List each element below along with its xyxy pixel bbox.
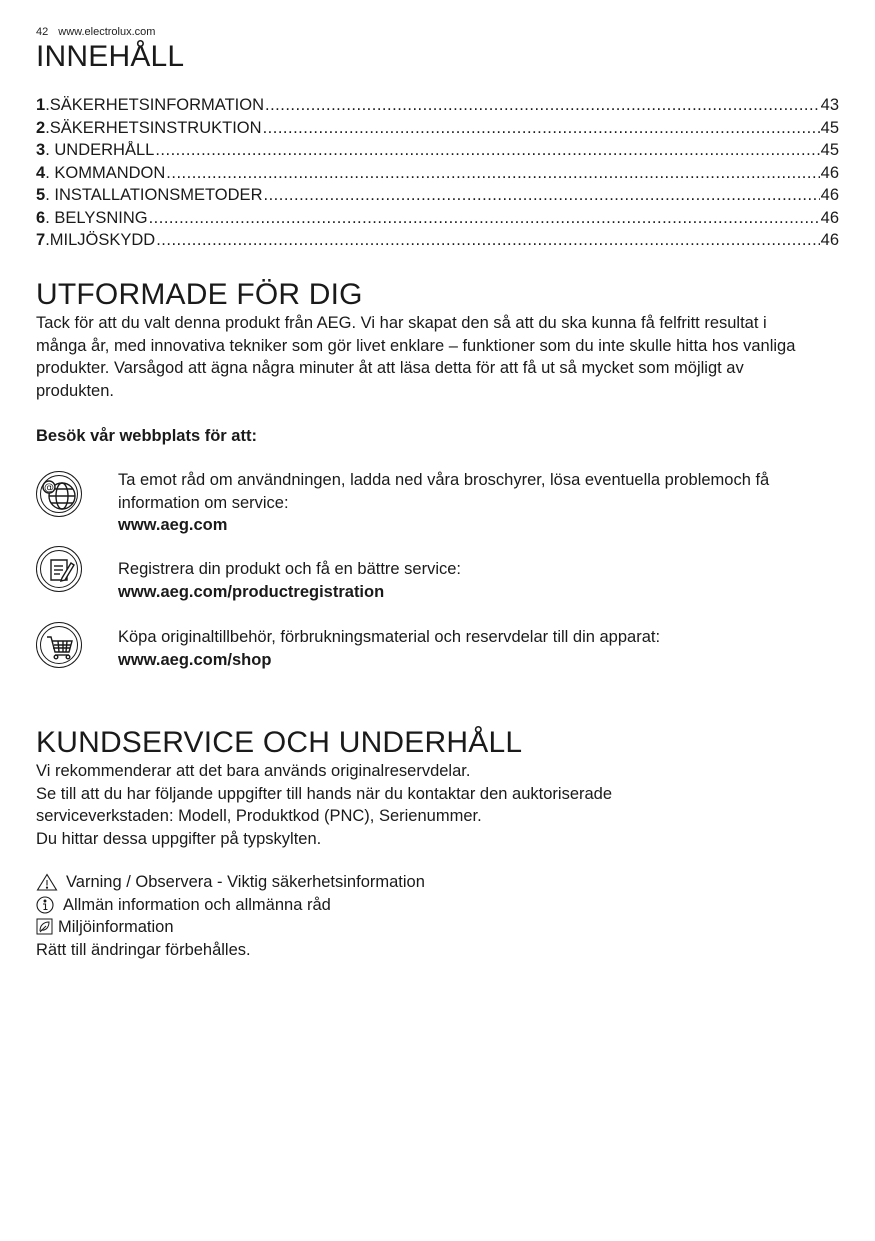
toc-item-3[interactable] xyxy=(36,141,839,164)
section-title-service: KUNDSERVICE OCH UNDERHÅLL xyxy=(36,726,523,759)
legend-warning-text: Varning / Observera - Viktig säkerhetsinformation xyxy=(66,873,425,891)
service-paragraph xyxy=(36,760,736,850)
shop-link[interactable]: www.aeg.com/shop xyxy=(118,650,272,669)
toc-label: SÄKERHETSINSTRUKTION xyxy=(49,118,262,137)
toc-label: INSTALLATIONSMETODER xyxy=(54,186,263,204)
toc-label: UNDERHÅLL xyxy=(54,141,155,159)
globe-at-icon xyxy=(36,471,82,517)
toc-page: 45 xyxy=(820,118,839,137)
toc-leader-dots xyxy=(155,141,819,160)
toc-page: 46 xyxy=(820,186,839,204)
warning-triangle-icon xyxy=(36,873,58,891)
symbol-legend xyxy=(36,871,425,961)
page-header xyxy=(36,26,155,38)
toc-separator: . xyxy=(45,163,55,182)
intro-paragraph: Tack för att du valt denna produkt från AEG. Vi har skapat den så att du ska kunna få felfritt resultat i många år, med innovativa tekniker som gör livet enklare – funktioner som du inte skulle hitta hos vanliga produkter. Varsågod att ägna några minuter åt att läsa detta för att få ut så mycket som möjligt av produkten. xyxy=(36,314,796,400)
toc-number: 2 xyxy=(36,118,46,137)
product-registration-link[interactable]: www.aeg.com/productregistration xyxy=(118,582,385,601)
toc-leader-dots xyxy=(263,119,820,138)
svg-text:@: @ xyxy=(44,482,54,494)
legend-info xyxy=(36,894,425,917)
toc-leader-dots xyxy=(149,209,820,228)
toc-number: 3 xyxy=(36,141,46,159)
register-pen-icon xyxy=(36,546,82,592)
legend-info-text: Allmän information och allmänna råd xyxy=(63,895,331,914)
toc-title: INNEHÅLL xyxy=(36,40,185,73)
legend-env-text: Miljöinformation xyxy=(58,918,174,936)
feature-shop-text: Köpa originaltillbehör, förbrukningsmaterial och reservdelar till din apparat: xyxy=(118,628,661,646)
toc-separator: . xyxy=(45,141,55,159)
toc-leader-dots xyxy=(166,164,819,183)
toc-item-4[interactable] xyxy=(36,164,839,187)
rights-text: Rätt till ändringar förbehålles. xyxy=(36,940,251,959)
header-url[interactable]: www.electrolux.com xyxy=(58,26,156,38)
service-line-1: Vi rekommenderar att det bara används originalreservdelar. xyxy=(36,762,471,780)
toc-item-6[interactable] xyxy=(36,209,839,232)
feature-support-text: Ta emot råd om användningen, ladda ned våra broschyrer, lösa eventuella problemoch få information om service: xyxy=(118,471,770,512)
service-line-3: Du hittar dessa uppgifter på typskylten. xyxy=(36,829,322,848)
environment-leaf-icon xyxy=(36,918,54,936)
toc-number: 1 xyxy=(36,96,46,114)
toc-number: 5 xyxy=(36,186,46,204)
toc-leader-dots xyxy=(265,96,820,115)
legend-environment xyxy=(36,916,425,939)
visit-heading: Besök vår webbplats för att: xyxy=(36,427,257,445)
page-number: 42 xyxy=(36,26,49,38)
toc-label: KOMMANDON xyxy=(54,163,166,182)
toc-separator: . xyxy=(45,186,55,204)
legend-rights xyxy=(36,939,425,962)
toc-number: 7 xyxy=(36,231,46,249)
toc-page: 43 xyxy=(820,96,839,114)
toc-number: 4 xyxy=(36,163,46,182)
info-circle-icon xyxy=(36,895,56,915)
feature-registration-text: Registrera din produkt och få en bättre service: xyxy=(118,560,462,578)
aeg-link[interactable]: www.aeg.com xyxy=(118,516,228,534)
toc-label: SÄKERHETSINFORMATION xyxy=(49,96,264,114)
service-line-2: Se till att du har följande uppgifter till hands när du kontaktar den auktoriserade serviceverkstaden: Modell, Produktkod (PNC), Serienummer. xyxy=(36,784,613,825)
legend-warning xyxy=(36,871,425,894)
toc-label: MILJÖSKYDD xyxy=(49,231,156,249)
section-title-design: UTFORMADE FÖR DIG xyxy=(36,278,363,311)
shopping-cart-icon xyxy=(36,622,82,668)
toc-page: 46 xyxy=(820,163,839,182)
toc-item-1[interactable] xyxy=(36,96,839,119)
toc-separator: . xyxy=(45,118,50,137)
toc-separator: . xyxy=(45,208,55,227)
toc-leader-dots xyxy=(156,231,819,250)
table-of-contents xyxy=(36,96,839,254)
toc-item-7[interactable] xyxy=(36,231,839,254)
toc-page: 46 xyxy=(820,208,839,227)
toc-leader-dots xyxy=(263,186,819,205)
toc-label: BELYSNING xyxy=(54,208,148,227)
toc-page: 45 xyxy=(820,141,839,159)
toc-separator: . xyxy=(45,231,50,249)
toc-separator: . xyxy=(45,96,50,114)
toc-item-2[interactable] xyxy=(36,119,839,142)
toc-number: 6 xyxy=(36,208,46,227)
toc-item-5[interactable] xyxy=(36,186,839,209)
toc-page: 46 xyxy=(820,231,839,249)
